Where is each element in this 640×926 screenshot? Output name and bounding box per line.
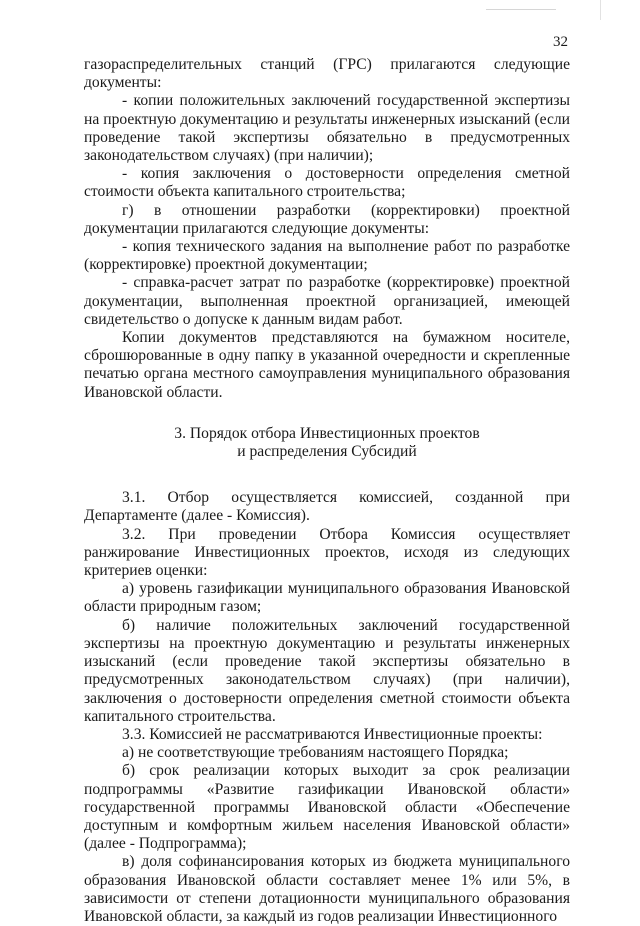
list-item: в) доля софинансирования которых из бюджета муниципального образования Ивановской области составляет менее 1% или 5%, в зависимости от степени дотационности муниципального образования Ивановской области, за каждый из годов реализации Инвестиционного [84,853,570,925]
document-body [84,56,570,926]
list-item: - копия технического задания на выполнение работ по разработке (корректировке) проектной документации; [84,238,570,274]
section-title: 3. Порядок отбора Инвестиционных проектов [174,424,480,442]
paragraph: Копии документов представляются на бумажном носителе, сброшюрованные в одну папку в указанной очередности и скрепленные печатью органа местного самоуправления муниципального образования Ивановской области. [84,329,570,401]
list-item: а) не соответствующие требованиям настоящего Порядка; [122,744,509,762]
list-item: б) наличие положительных заключений государственной экспертизы на проектную документацию и результаты инженерных изысканий (если проведение такой экспертизы обязательно в предусмотренных законодательством случаях) (при наличии), заключения о достоверности определения сметной стоимости объекта капитального строительства. [84,616,570,725]
paragraph: 3.2. При проведении Отбора Комиссия осуществляет ранжирование Инвестиционных проектов, исходя из следующих критериев оценки: [84,525,570,580]
section-title: и распределения Субсидий [237,443,417,461]
list-item: а) уровень газификации муниципального образования Ивановской области природным газом; [84,580,570,616]
scan-artifact-line [486,9,556,10]
list-item: - копия заключения о достоверности определения сметной стоимости объекта капитального строительства; [84,165,570,201]
paragraph: 3.3. Комиссией не рассматриваются Инвестиционные проекты: [122,725,543,743]
list-item: г) в отношении разработки (корректировки) проектной документации прилагаются следующие документы: [84,201,570,237]
scan-artifact-line [600,0,601,20]
list-item: - копии положительных заключений государственной экспертизы на проектную документацию и результаты инженерных изысканий (если проведение такой экспертизы обязательно в предусмотренных законодательством случаях) (при наличии); [84,92,570,165]
paragraph: газораспределительных станций (ГРС) прилагаются следующие документы: [84,56,570,92]
page-number: 32 [553,34,568,50]
list-item: б) срок реализации которых выходит за срок реализации подпрограммы «Развитие газификации Ивановской области» государственной программы Ивановской области «Обеспечение доступным и комфортным жильем населения Ивановской области» (далее - Подпрограмма); [84,762,570,853]
list-item: - справка-расчет затрат по разработке (корректировке) проектной документации, выполненная проектной организацией, имеющей свидетельство о допуске к данным видам работ. [84,274,570,328]
paragraph: 3.1. Отбор осуществляется комиссией, созданной при Департаменте (далее - Комиссия). [84,489,570,525]
